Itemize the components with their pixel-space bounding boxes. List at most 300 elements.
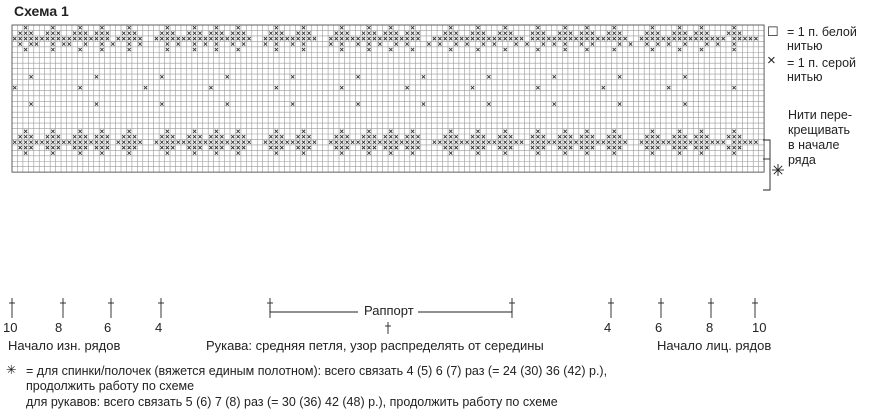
cross-stitch <box>215 37 218 40</box>
cross-stitch <box>340 135 343 138</box>
cross-stitch <box>198 37 201 40</box>
cross-stitch <box>40 37 43 40</box>
cross-stitch <box>411 26 414 29</box>
cross-stitch <box>46 32 49 35</box>
cross-stitch <box>367 135 370 138</box>
cross-stitch <box>220 37 223 40</box>
cross-stitch <box>231 42 234 45</box>
cross-stitch <box>673 135 676 138</box>
cross-stitch <box>79 135 82 138</box>
cross-stitch <box>689 141 692 144</box>
cross-stitch <box>171 135 174 138</box>
cross-stitch <box>84 37 87 40</box>
cross-stitch <box>618 141 621 144</box>
cross-stitch <box>13 141 16 144</box>
cross-stitch <box>395 32 398 35</box>
cross-stitch <box>536 135 539 138</box>
cross-stitch <box>504 26 507 29</box>
cross-stitch <box>683 102 686 105</box>
cross-stitch <box>547 37 550 40</box>
cross-stitch <box>476 32 479 35</box>
cross-stitch <box>607 141 610 144</box>
col-number-left-4: 4 <box>155 320 163 335</box>
cross-stitch <box>237 141 240 144</box>
cross-stitch <box>122 146 125 149</box>
cross-stitch <box>618 146 621 149</box>
cross-stitch <box>100 48 103 51</box>
cross-stitch <box>166 37 169 40</box>
cross-stitch <box>220 141 223 144</box>
cross-stitch <box>100 37 103 40</box>
cross-stitch <box>84 42 87 45</box>
cross-stitch <box>29 135 32 138</box>
cross-stitch <box>237 37 240 40</box>
cross-stitch <box>449 135 452 138</box>
cross-stitch <box>733 135 736 138</box>
cross-stitch <box>700 26 703 29</box>
cross-stitch <box>476 130 479 133</box>
cross-stitch <box>673 37 676 40</box>
cross-stitch <box>564 42 567 45</box>
cross-stitch <box>237 135 240 138</box>
cross-stitch <box>19 146 22 149</box>
cross-stitch <box>465 42 468 45</box>
cross-stitch <box>84 146 87 149</box>
cross-stitch <box>373 146 376 149</box>
cross-stitch <box>57 32 60 35</box>
cross-stitch <box>384 146 387 149</box>
cross-stitch <box>226 37 229 40</box>
cross-stitch <box>716 141 719 144</box>
cross-stitch <box>645 37 648 40</box>
cross-stitch <box>493 42 496 45</box>
cross-threads-note: Нити пере- крещивать в начале ряда <box>788 108 852 167</box>
cross-stitch <box>160 75 163 78</box>
cross-stitch <box>678 26 681 29</box>
cross-stitch <box>302 48 305 51</box>
cross-stitch <box>564 32 567 35</box>
cross-stitch <box>683 135 686 138</box>
cross-stitch <box>220 32 223 35</box>
cross-stitch <box>275 146 278 149</box>
cross-stitch <box>449 48 452 51</box>
cross-stitch <box>182 141 185 144</box>
cross-stitch <box>683 37 686 40</box>
cross-stitch <box>166 32 169 35</box>
cross-stitch <box>335 37 338 40</box>
cross-stitch <box>307 141 310 144</box>
cross-stitch <box>297 146 300 149</box>
cross-stitch <box>367 130 370 133</box>
cross-stitch <box>569 141 572 144</box>
cross-stitch <box>700 151 703 154</box>
cross-stitch <box>302 141 305 144</box>
cross-stitch <box>683 42 686 45</box>
cross-stitch <box>193 135 196 138</box>
cross-stitch <box>264 141 267 144</box>
cross-stitch <box>106 146 109 149</box>
cross-stitch <box>651 135 654 138</box>
cross-stitch <box>427 42 430 45</box>
cross-stitch <box>585 135 588 138</box>
cross-stitch <box>171 146 174 149</box>
cross-stitch <box>242 141 245 144</box>
cross-stitch <box>231 135 234 138</box>
cross-stitch <box>591 135 594 138</box>
cross-stitch <box>269 37 272 40</box>
cross-stitch <box>133 146 136 149</box>
rapport-label: Раппорт <box>360 303 418 318</box>
cross-stitch <box>231 37 234 40</box>
cross-stitch <box>340 32 343 35</box>
cross-stitch <box>542 37 545 40</box>
cross-stitch <box>79 37 82 40</box>
cross-stitch <box>743 37 746 40</box>
cross-stitch <box>411 135 414 138</box>
cross-stitch <box>509 32 512 35</box>
cross-stitch <box>307 37 310 40</box>
cross-stitch <box>160 146 163 149</box>
cross-stitch <box>231 141 234 144</box>
cross-stitch <box>29 141 32 144</box>
cross-stitch <box>302 151 305 154</box>
cross-stitch <box>29 102 32 105</box>
cross-stitch <box>215 32 218 35</box>
cross-stitch <box>515 42 518 45</box>
cross-stitch <box>569 37 572 40</box>
cross-stitch <box>520 141 523 144</box>
cross-stitch <box>193 37 196 40</box>
cross-stitch <box>504 48 507 51</box>
cross-stitch <box>416 37 419 40</box>
cross-stitch <box>416 32 419 35</box>
cross-stitch <box>504 32 507 35</box>
cross-stitch <box>602 86 605 89</box>
cross-stitch <box>29 37 32 40</box>
cross-stitch <box>95 146 98 149</box>
cross-stitch <box>198 141 201 144</box>
cross-stitch <box>673 146 676 149</box>
cross-stitch <box>498 37 501 40</box>
cross-stitch <box>280 135 283 138</box>
cross-stitch <box>13 86 16 89</box>
cross-stitch <box>400 141 403 144</box>
cross-stitch <box>733 37 736 40</box>
cross-stitch <box>411 151 414 154</box>
cross-stitch <box>416 141 419 144</box>
cross-stitch <box>504 146 507 149</box>
cross-stitch <box>553 141 556 144</box>
cross-stitch <box>51 26 54 29</box>
cross-stitch <box>662 37 665 40</box>
cross-stitch <box>346 141 349 144</box>
cross-stitch <box>378 37 381 40</box>
cross-stitch <box>40 141 43 144</box>
cross-stitch <box>367 48 370 51</box>
cross-stitch <box>564 26 567 29</box>
cross-stitch <box>482 141 485 144</box>
cross-stitch <box>35 141 38 144</box>
cross-stitch <box>591 37 594 40</box>
cross-stitch <box>111 42 114 45</box>
cross-stitch <box>89 37 92 40</box>
cross-stitch <box>286 37 289 40</box>
cross-stitch <box>493 141 496 144</box>
cross-stitch <box>335 146 338 149</box>
cross-stitch <box>700 135 703 138</box>
cross-stitch <box>133 37 136 40</box>
cross-stitch <box>716 37 719 40</box>
cross-stitch <box>79 26 82 29</box>
cross-stitch <box>694 146 697 149</box>
cross-stitch <box>128 48 131 51</box>
cross-stitch <box>651 151 654 154</box>
cross-stitch <box>160 37 163 40</box>
cross-stitch <box>422 102 425 105</box>
cross-stitch <box>471 32 474 35</box>
cross-stitch <box>297 37 300 40</box>
cross-stitch <box>444 146 447 149</box>
cross-stitch <box>395 42 398 45</box>
cross-stitch <box>509 37 512 40</box>
cross-stitch <box>651 48 654 51</box>
cross-stitch <box>138 37 141 40</box>
cross-stitch <box>624 37 627 40</box>
grid-lines <box>12 25 764 172</box>
cross-stitch <box>177 42 180 45</box>
cross-stitch <box>433 141 436 144</box>
cross-stitch <box>215 151 218 154</box>
cross-stitch <box>449 151 452 154</box>
cross-stitch <box>46 146 49 149</box>
cross-stitch <box>449 37 452 40</box>
cross-stitch <box>275 86 278 89</box>
col-number-left-10: 10 <box>3 320 18 335</box>
cross-stitch <box>471 135 474 138</box>
cross-stitch <box>35 37 38 40</box>
cross-stitch <box>100 141 103 144</box>
cross-stitch <box>95 75 98 78</box>
cross-stitch <box>19 32 22 35</box>
cross-stitch <box>531 141 534 144</box>
cross-stitch <box>307 135 310 138</box>
cross-stitch <box>313 141 316 144</box>
cross-stitch <box>356 37 359 40</box>
cross-stitch <box>700 141 703 144</box>
cross-stitch <box>346 37 349 40</box>
cross-stitch <box>504 130 507 133</box>
cross-stitch <box>209 37 212 40</box>
cross-stitch <box>57 135 60 138</box>
cross-stitch <box>237 151 240 154</box>
cross-stitch <box>629 42 632 45</box>
cross-stitch <box>302 130 305 133</box>
cross-stitch <box>79 48 82 51</box>
cross-stitch <box>455 42 458 45</box>
cross-stitch <box>24 141 27 144</box>
cross-stitch <box>683 146 686 149</box>
cross-stitch <box>188 37 191 40</box>
footnote-line-2: продолжить работу по схеме <box>26 379 195 393</box>
col-number-right-6: 6 <box>655 320 663 335</box>
cross-stitch <box>356 141 359 144</box>
cross-stitch <box>73 146 76 149</box>
cross-stitch <box>640 37 643 40</box>
cross-stitch <box>465 37 468 40</box>
cross-stitch <box>651 130 654 133</box>
cross-stitch <box>700 146 703 149</box>
cross-stitch <box>275 37 278 40</box>
cross-stitch <box>362 32 365 35</box>
cross-stitch <box>231 32 234 35</box>
cross-stitch <box>275 130 278 133</box>
cross-stitch <box>166 42 169 45</box>
cross-stitch <box>209 32 212 35</box>
cross-stitch <box>106 37 109 40</box>
cross-stitch <box>166 141 169 144</box>
cross-stitch <box>449 146 452 149</box>
cross-stitch <box>651 141 654 144</box>
cross-stitch <box>378 42 381 45</box>
cross-stitch <box>656 32 659 35</box>
cross-stitch <box>553 37 556 40</box>
cross-stitch <box>19 42 22 45</box>
cross-stitch <box>302 37 305 40</box>
cross-stitch <box>733 146 736 149</box>
cross-stitch <box>68 141 71 144</box>
cross-stitch <box>242 37 245 40</box>
cross-stitch <box>558 146 561 149</box>
cross-stitch <box>700 130 703 133</box>
cross-stitch <box>498 32 501 35</box>
cross-stitch <box>46 135 49 138</box>
cross-stitch <box>585 26 588 29</box>
cross-stitch <box>19 37 22 40</box>
cross-stitch <box>536 141 539 144</box>
cross-stitch <box>84 141 87 144</box>
cross-stitch <box>24 151 27 154</box>
cross-stitch <box>542 141 545 144</box>
cross-stitch <box>476 48 479 51</box>
cross-stitch <box>264 42 267 45</box>
cross-stitch <box>79 151 82 154</box>
cross-stitch <box>280 32 283 35</box>
cross-stitch <box>269 141 272 144</box>
cross-stitch <box>51 135 54 138</box>
cross-stitch <box>171 32 174 35</box>
cross-stitch <box>220 135 223 138</box>
cross-stitch <box>275 141 278 144</box>
cross-stitch <box>678 151 681 154</box>
cross-stitch <box>117 141 120 144</box>
cross-stitch <box>204 141 207 144</box>
cross-stitch <box>95 32 98 35</box>
cross-stitch <box>106 141 109 144</box>
cross-stitch <box>411 130 414 133</box>
cross-stitch <box>378 141 381 144</box>
cross-stitch <box>536 48 539 51</box>
cross-stitch <box>487 141 490 144</box>
cross-stitch <box>280 146 283 149</box>
cross-stitch <box>645 42 648 45</box>
cross-stitch <box>465 141 468 144</box>
cross-stitch <box>569 146 572 149</box>
cross-stitch <box>367 32 370 35</box>
cross-stitch <box>335 32 338 35</box>
cross-stitch <box>24 146 27 149</box>
cross-stitch <box>754 37 757 40</box>
cross-stitch <box>275 42 278 45</box>
cross-stitch <box>128 141 131 144</box>
cross-stitch <box>585 146 588 149</box>
cross-stitch <box>678 141 681 144</box>
cross-stitch <box>51 151 54 154</box>
cross-stitch <box>19 141 22 144</box>
cross-stitch <box>138 42 141 45</box>
cross-stitch <box>651 37 654 40</box>
cross-stitch <box>275 135 278 138</box>
col-number-right-10: 10 <box>752 320 767 335</box>
cross-stitch <box>346 146 349 149</box>
cross-stitch <box>624 141 627 144</box>
cross-stitch <box>722 141 725 144</box>
cross-stitch <box>242 135 245 138</box>
cross-stitch <box>705 32 708 35</box>
cross-stitch <box>613 130 616 133</box>
cross-stitch <box>645 32 648 35</box>
cross-stitch <box>209 135 212 138</box>
cross-stitch <box>122 135 125 138</box>
cross-stitch <box>128 146 131 149</box>
cross-stitch <box>476 141 479 144</box>
cross-stitch <box>198 32 201 35</box>
cross-stitch <box>455 37 458 40</box>
cross-stitch <box>340 86 343 89</box>
cross-stitch <box>160 135 163 138</box>
cross-stitch <box>51 146 54 149</box>
cross-stitch <box>275 48 278 51</box>
cross-stitch <box>51 130 54 133</box>
cross-stitch <box>602 37 605 40</box>
cross-stitch <box>100 135 103 138</box>
cross-stitch <box>389 141 392 144</box>
cross-stitch <box>133 141 136 144</box>
cross-stitch <box>536 146 539 149</box>
cross-stitch <box>373 37 376 40</box>
cross-stitch <box>542 146 545 149</box>
cross-stitch <box>269 135 272 138</box>
cross-stitch <box>171 141 174 144</box>
cross-stitch <box>95 37 98 40</box>
cross-stitch <box>155 37 158 40</box>
cross-stitch <box>247 141 250 144</box>
cross-stitch <box>585 32 588 35</box>
cross-stitch <box>307 32 310 35</box>
cross-stitch <box>727 146 730 149</box>
cross-stitch <box>438 37 441 40</box>
cross-stitch <box>406 42 409 45</box>
cross-stitch <box>302 26 305 29</box>
cross-stitch <box>133 135 136 138</box>
cross-stitch <box>198 135 201 138</box>
cross-stitch <box>585 130 588 133</box>
cross-stitch <box>373 32 376 35</box>
cross-stitch <box>531 32 534 35</box>
cross-stitch <box>367 151 370 154</box>
cross-stitch <box>231 146 234 149</box>
cross-stitch <box>389 48 392 51</box>
cross-stitch <box>678 48 681 51</box>
